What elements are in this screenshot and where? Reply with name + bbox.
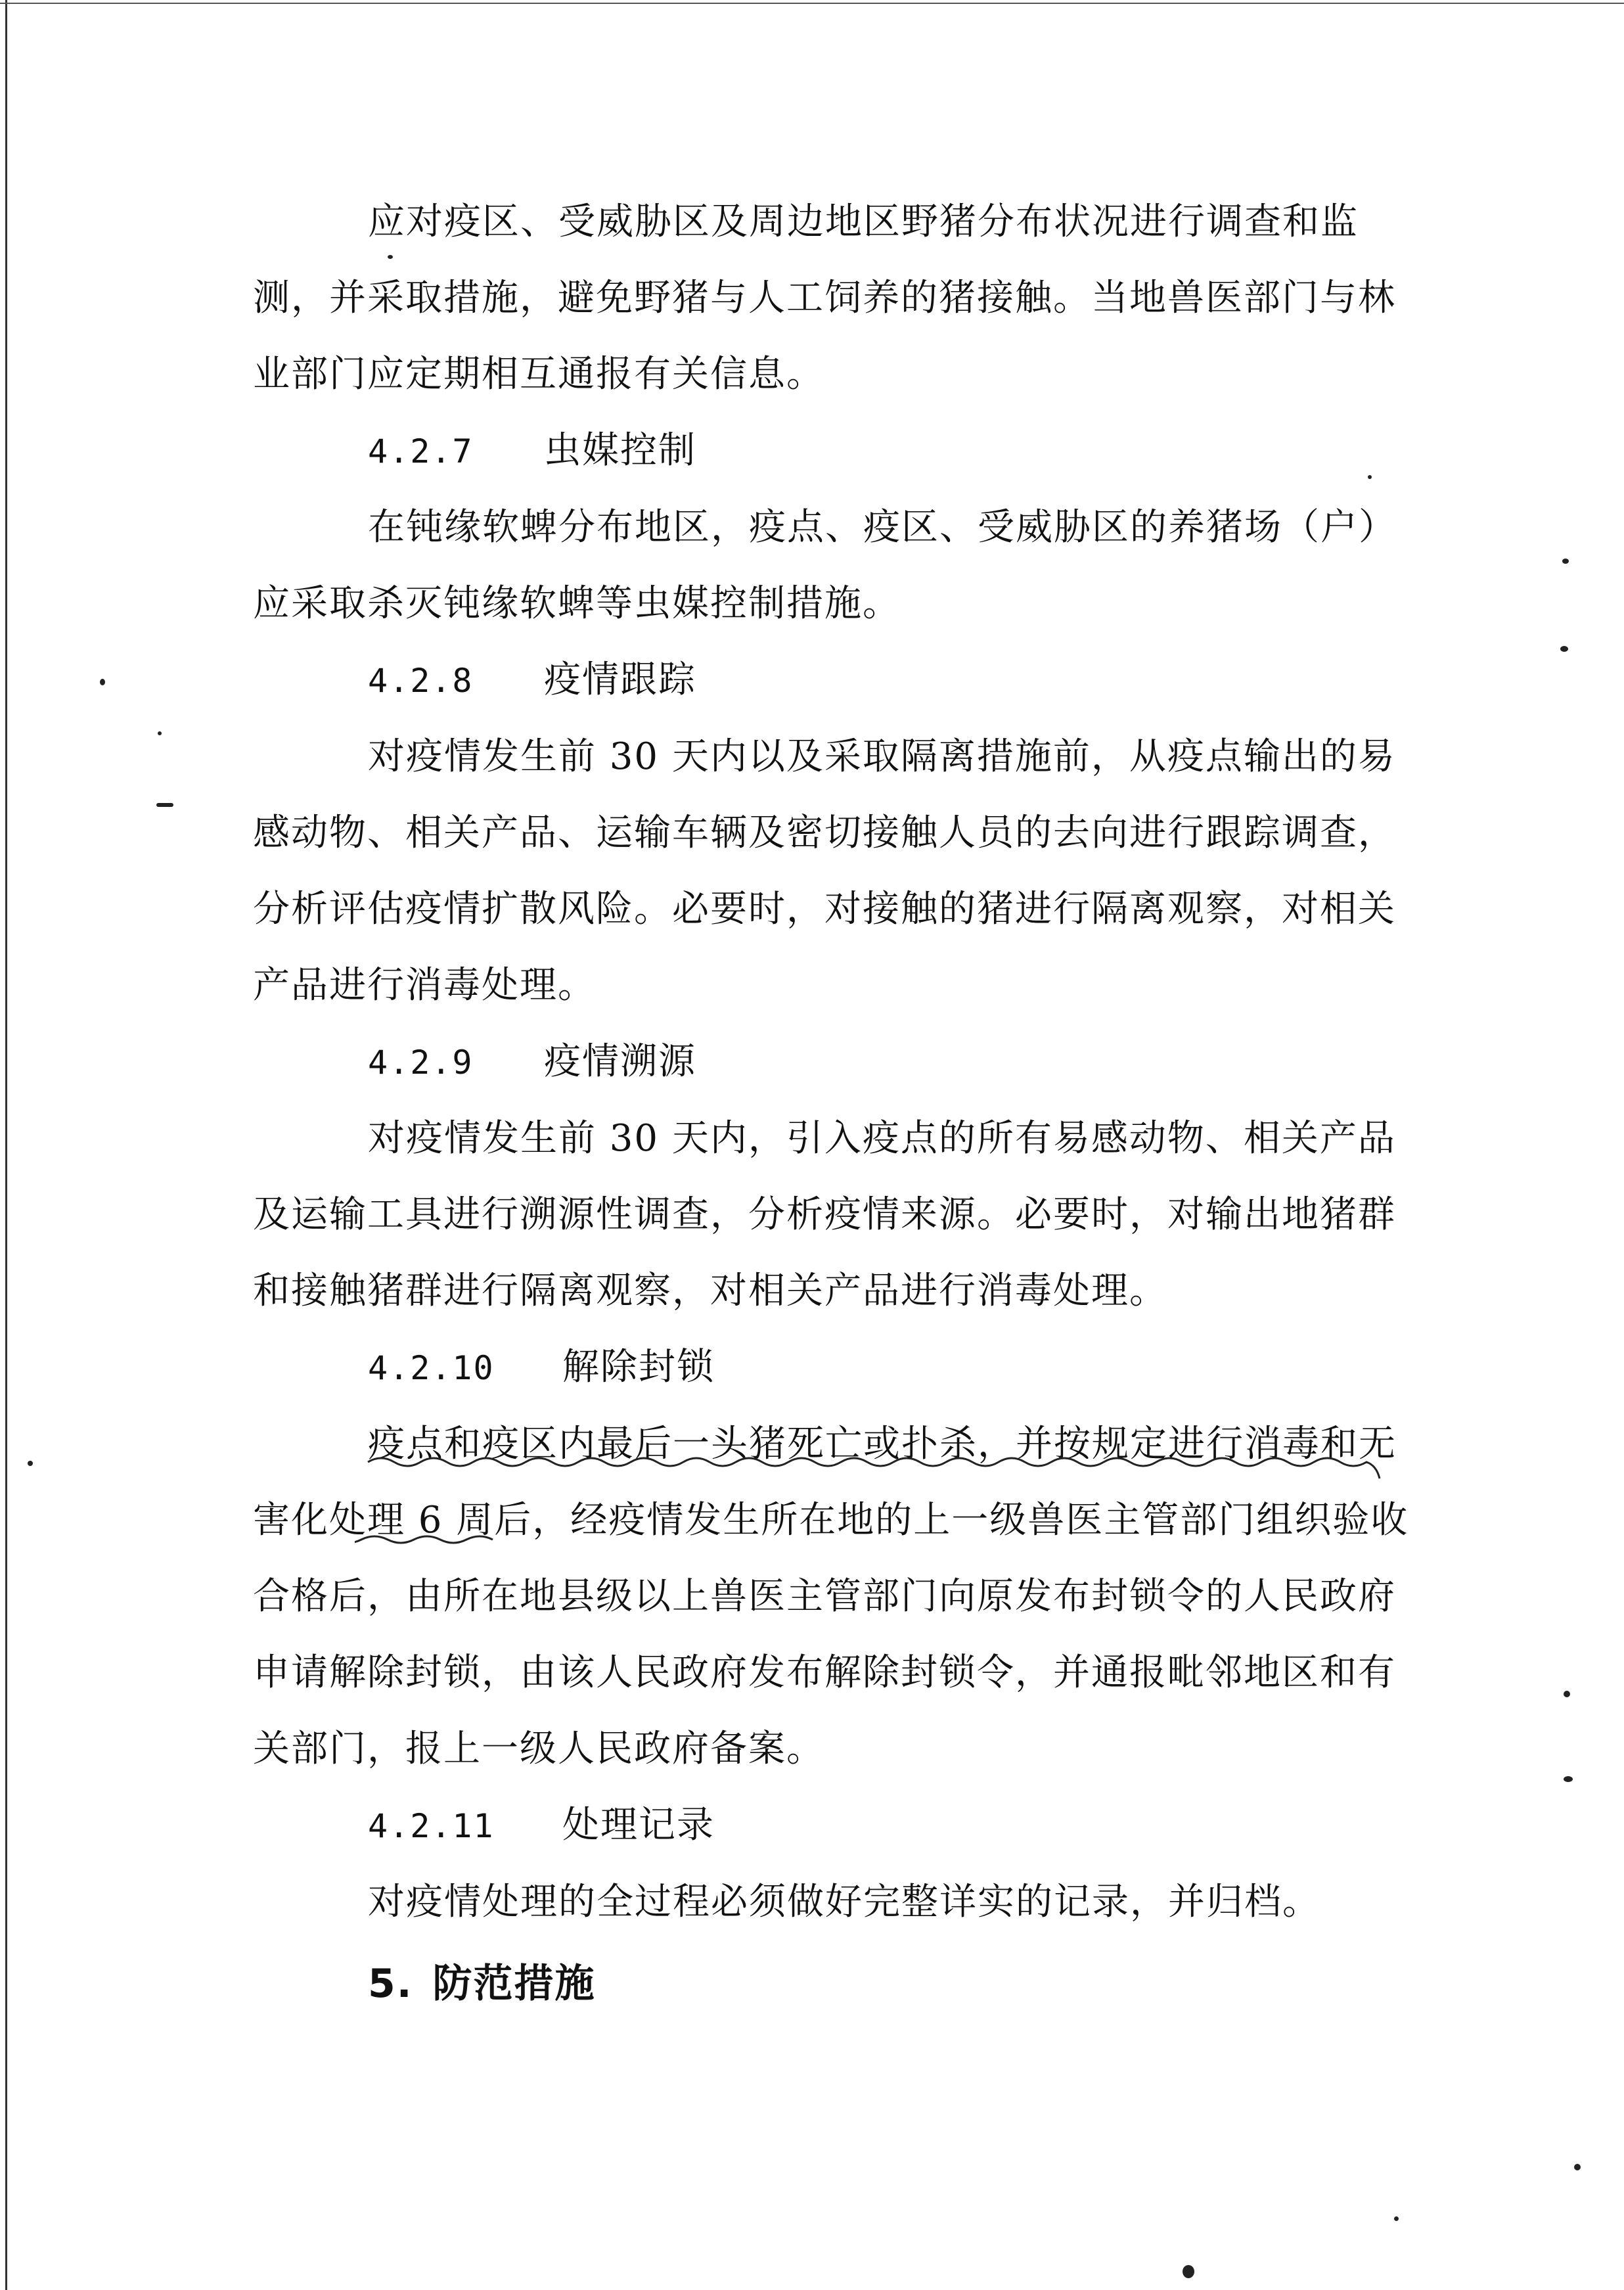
scan-top-line xyxy=(0,3,1624,4)
heading-number: 4.2.10 xyxy=(368,1349,495,1387)
paragraph-line: 在钝缘软蜱分布地区，疫点、疫区、受威胁区的养猪场（户） xyxy=(368,506,1397,549)
paragraph-line: 申请解除封锁，由该人民政府发布解除封锁令，并通报毗邻地区和有 xyxy=(253,1651,1396,1694)
heading-title: 解除封锁 xyxy=(562,1346,715,1388)
scan-speck xyxy=(1564,1776,1573,1782)
scan-speck xyxy=(1394,2216,1399,2221)
subsection-heading-4-2-11 xyxy=(253,1787,1389,1864)
paragraph-line: 分析评估疫情扩散风险。必要时，对接触的猪进行隔离观察，对相关 xyxy=(253,888,1396,930)
scan-edge-line xyxy=(5,0,7,2290)
section-heading-5 xyxy=(253,1946,1389,2022)
paragraph-line: 产品进行消毒处理。 xyxy=(253,964,596,1007)
heading-title: 处理记录 xyxy=(562,1804,715,1846)
scan-speck xyxy=(1574,2164,1581,2170)
paragraph-line: 对疫情处理的全过程必须做好完整详实的记录，并归档。 xyxy=(368,1881,1320,1923)
paragraph-line: 感动物、相关产品、运输车辆及密切接触人员的去向进行跟踪调查， xyxy=(253,812,1396,854)
section-title: 防范措施 xyxy=(432,1961,596,2007)
scan-speck xyxy=(158,731,162,735)
paragraph-line: 测，并采取措施，避免野猪与人工饲养的猪接触。当地兽医部门与林 xyxy=(253,277,1396,319)
heading-number: 4.2.7 xyxy=(368,432,474,470)
paragraph-line: 害化处理 6 周后，经疫情发生所在地的上一级兽医主管部门组织验收 xyxy=(253,1499,1409,1542)
heading-number: 4.2.9 xyxy=(368,1043,474,1082)
scan-speck xyxy=(1183,2265,1194,2278)
paragraph-line: 及运输工具进行溯源性调查，分析疫情来源。必要时，对输出地猪群 xyxy=(253,1193,1396,1236)
paragraph-line: 对疫情发生前 30 天内，引入疫点的所有易感动物、相关产品 xyxy=(368,1117,1396,1160)
document-body xyxy=(253,184,1409,2022)
subsection-heading-4-2-8 xyxy=(253,642,1389,719)
handwritten-wavy-underline xyxy=(355,1442,1399,1561)
subsection-heading-4-2-7 xyxy=(253,413,1389,490)
scan-speck xyxy=(28,1461,33,1466)
scan-speck xyxy=(1560,646,1568,652)
scan-speck xyxy=(156,803,173,807)
paragraph-line: 和接触猪群进行隔离观察，对相关产品进行消毒处理。 xyxy=(253,1270,1167,1312)
subsection-heading-4-2-10 xyxy=(253,1329,1389,1406)
heading-title: 疫情跟踪 xyxy=(544,658,696,701)
scan-speck xyxy=(388,255,393,259)
heading-number: 4.2.8 xyxy=(368,662,474,700)
paragraph-line: 应采取杀灭钝缘软蜱等虫媒控制措施。 xyxy=(253,582,901,625)
scan-speck xyxy=(1562,559,1569,564)
subsection-heading-4-2-9 xyxy=(253,1024,1389,1101)
scan-speck xyxy=(100,679,105,685)
paragraph-line: 业部门应定期相互通报有关信息。 xyxy=(253,353,824,396)
heading-title: 疫情溯源 xyxy=(544,1040,696,1083)
paragraph-line: 合格后，由所在地县级以上兽医主管部门向原发布封锁令的人民政府 xyxy=(253,1575,1396,1618)
paragraph-line: 对疫情发生前 30 天内以及采取隔离措施前，从疫点输出的易 xyxy=(368,735,1396,778)
section-number: 5. xyxy=(368,1961,413,2007)
paragraph-line: 疫点和疫区内最后一头猪死亡或扑杀，并按规定进行消毒和无 xyxy=(368,1423,1397,1465)
heading-number: 4.2.11 xyxy=(368,1807,495,1845)
paragraph-line: 应对疫区、受威胁区及周边地区野猪分布状况进行调查和监 xyxy=(368,200,1359,243)
scan-speck xyxy=(1368,475,1372,479)
scan-speck xyxy=(1564,1691,1570,1697)
heading-title: 虫媒控制 xyxy=(544,429,696,472)
paragraph-line: 关部门，报上一级人民政府备案。 xyxy=(253,1728,824,1770)
